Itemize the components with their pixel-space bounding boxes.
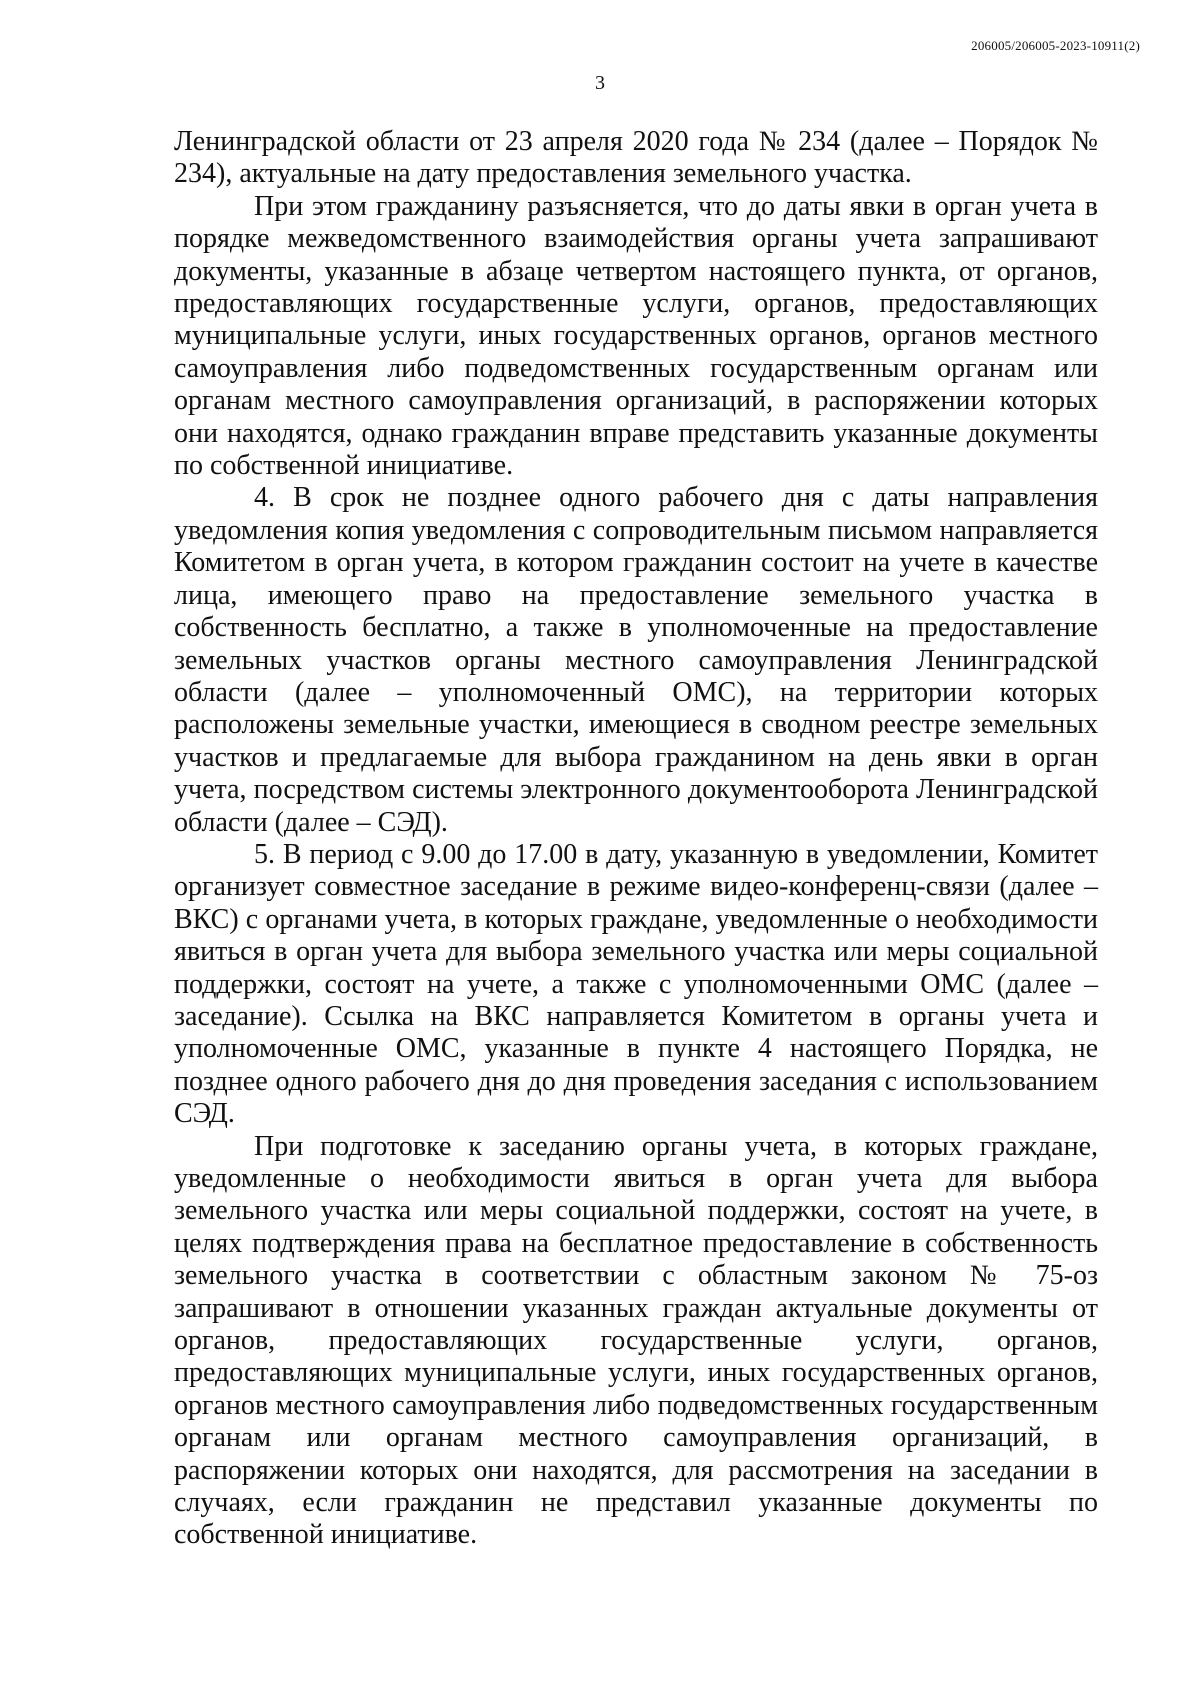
paragraph-item-5: 5. В период с 9.00 до 17.00 в дату, указанную в уведомлении, Комитет организует совместное заседание в режиме видео-конференц-связи (далее – ВКС) с органами учета, в которых граждане, уведомленные о необходимости явиться в орган учета для выбора земельного участка или меры социальной поддержки, состоят на учете, а также с уполномоченными ОМС (далее – заседание). Ссылка на ВКС направляется Комитетом в органы учета и уполномоченные ОМС, указанные в пункте 4 настоящего Порядка, не позднее одного рабочего дня до дня проведения заседания с использованием СЭД. <box>174 838 1098 1130</box>
paragraph-continuation: Ленинградской области от 23 апреля 2020 года № 234 (далее – Порядок № 234), актуальные на дату предоставления земельного участка. <box>174 126 1098 190</box>
document-registration-number: 206005/206005-2023-10911(2) <box>971 38 1140 53</box>
paragraph-item-4: 4. В срок не позднее одного рабочего дня с даты направления уведомления копия уведомления с сопроводительным письмом направляется Комитетом в орган учета, в котором гражданин состоит на учете в качестве лица, имеющего право на предоставление земельного участка в собственность бесплатно, а также в уполномоченные на предоставление земельных участков органы местного самоуправления Ленинградской области (далее – уполномоченный ОМС), на территории которых расположены земельные участки, имеющиеся в сводном реестре земельных участков и предлагаемые для выбора гражданином на день явки в орган учета, посредством системы электронного документооборота Ленинградской области (далее – СЭД). <box>174 482 1098 838</box>
paragraph-meeting-preparation: При подготовке к заседанию органы учета, в которых граждане, уведомленные о необходимости явиться в орган учета для выбора земельного участка или меры социальной поддержки, состоят на учете, в целях подтверждения права на бесплатное предоставление в собственность земельного участка в соответствии с областным законом № 75-оз запрашивают в отношении указанных граждан актуальные документы от органов, предоставляющих государственные услуги, органов, предоставляющих муниципальные услуги, иных государственных органов, органов местного самоуправления либо подведомственных государственным органам или органам местного самоуправления организаций, в распоряжении которых они находятся, для рассмотрения на заседании в случаях, если гражданин не представил указанные документы по собственной инициативе. <box>174 1130 1098 1551</box>
page-number: 3 <box>595 72 605 94</box>
paragraph-citizen-explanation: При этом гражданину разъясняется, что до даты явки в орган учета в порядке межведомственного взаимодействия органы учета запрашивают документы, указанные в абзаце четвертом настоящего пункта, от органов, предоставляющих государственные услуги, органов, предоставляющих муниципальные услуги, иных государственных органов, органов местного самоуправления либо подведомственных государственным органам или органам местного самоуправления организаций, в распоряжении которых они находятся, однако гражданин вправе представить указанные документы по собственной инициативе. <box>174 190 1098 482</box>
document-body <box>174 126 1098 1552</box>
